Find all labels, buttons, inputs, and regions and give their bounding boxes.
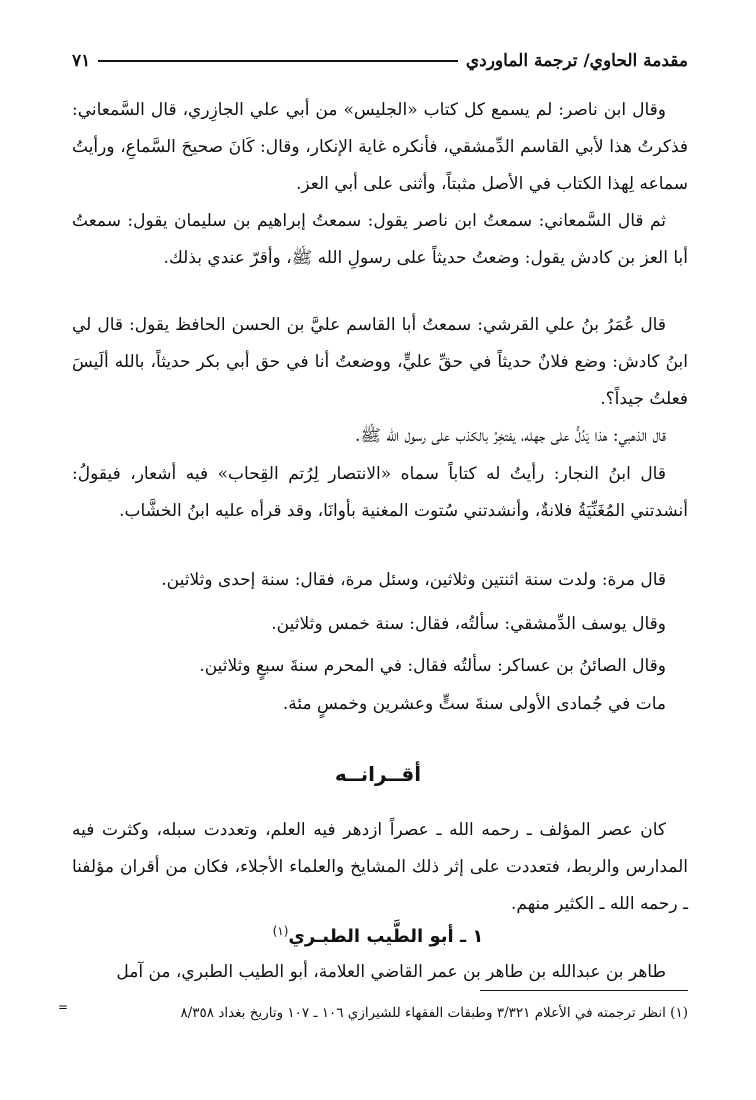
paragraph-3: قال عُمَرُ بنُ علي القرشي: سمعتُ أبا القاسم عليَّ بن الحسن الحافظ يقول: قال لي ابنُ كادش: وضع فلانٌ حديثاً في حقِّ عليٍّ، ووضعتُ أنا في حق أبي بكر حديثاً، بالله ألَيسَ فعلتُ جيداً؟. (72, 315, 688, 409)
sub-heading-text: ١ ـ أبو الطَّيب الطبـري (288, 926, 484, 947)
section-heading: أقــرانــه (334, 762, 422, 786)
footnote: (١) انظر ترجمته في الأعلام ٣/٣٢١ وطبقات الفقهاء للشيرازي ١٠٦ ـ ١٠٧ وتاريخ بغداد ٨/٣٥٨ (180, 1005, 688, 1021)
section-paragraph: كان عصر المؤلف ـ رحمه الله ـ عصراً ازدهر فيه العلم، وتعددت سبله، وكثرت فيه المدارس والربط، فتعددت على إثر ذلك المشايخ والعلماء الأجلاء، فكان من أقران مؤلفنا ـ رحمه الله ـ الكثير منهم. (72, 820, 688, 914)
paragraph-8: وقال الصائنُ بن عساكر: سألتُه فقال: في المحرم سنةَ سبعٍ وثلاثين. (199, 656, 666, 676)
paragraph-1: وقال ابن ناصر: لم يسمع كل كتاب «الجليس» من أبي علي الجازِري، قال السَّمعاني: فذكرتُ هذا لأبي القاسم الدِّمشقي، فأنكره غاية الإنكار، وقال: كَانَ صحيحَ السَّماعِ، ورأيتُ سماعه لِهذا الكتاب في الأصل مثبتاً، وأثنى على أبي العز. (72, 100, 688, 194)
page-header (72, 48, 688, 74)
paragraph-5: قال ابنُ النجار: رأيتُ له كتاباً سماه «الانتصار لِرُتم القِحاب» فيه أشعار، فيقولُ: أنشدتني المُغَنِّيَةُ فلانةٌ، وأنشدتني سُتوت المغنية بأوانَا، وقد قرأه عليه ابنُ الخشَّاب. (72, 464, 688, 521)
sub-paragraph: طاهر بن عبدالله بن طاهر بن عمر القاضي العلامة، أبو الطيب الطبري، من آمل (116, 962, 666, 982)
page-number: ٧١ (72, 51, 91, 71)
sub-heading (0, 924, 756, 947)
paragraph-7: وقال يوسف الدِّمشقي: سألتُه، فقال: سنة خمس وثلاثين. (271, 614, 666, 634)
footnote-continuation-mark: = (58, 1000, 69, 1014)
paragraph-9: مات في جُمادى الأولى سنةَ ستٍّ وعشرين وخمسٍ مئة. (282, 694, 666, 714)
paragraph-6: قال مرة: ولدت سنة اثنتين وثلاثين، وسئل مرة، فقال: سنة إحدى وثلاثين. (161, 570, 666, 590)
running-title: مقدمة الحاوي/ ترجمة الماوردي (465, 51, 688, 71)
paragraph-4: قال الذهبي: هذا يَدُلُّ على جهله، يفتخِرُ بالكذب على رسول الله ﷺ. (354, 426, 666, 446)
footnote-ref: (١) (272, 924, 289, 938)
footnote-rule (480, 990, 688, 991)
header-rule (98, 60, 458, 62)
paragraph-2: ثم قال السَّمعاني: سمعتُ ابن ناصر يقول: سمعتُ إبراهيم بن سليمان يقول: سمعتُ أبا العز بن كادش يقول: وضعتُ حديثاً على رسولِ الله ﷺ، وأقرّ عندي بذلك. (72, 211, 688, 268)
